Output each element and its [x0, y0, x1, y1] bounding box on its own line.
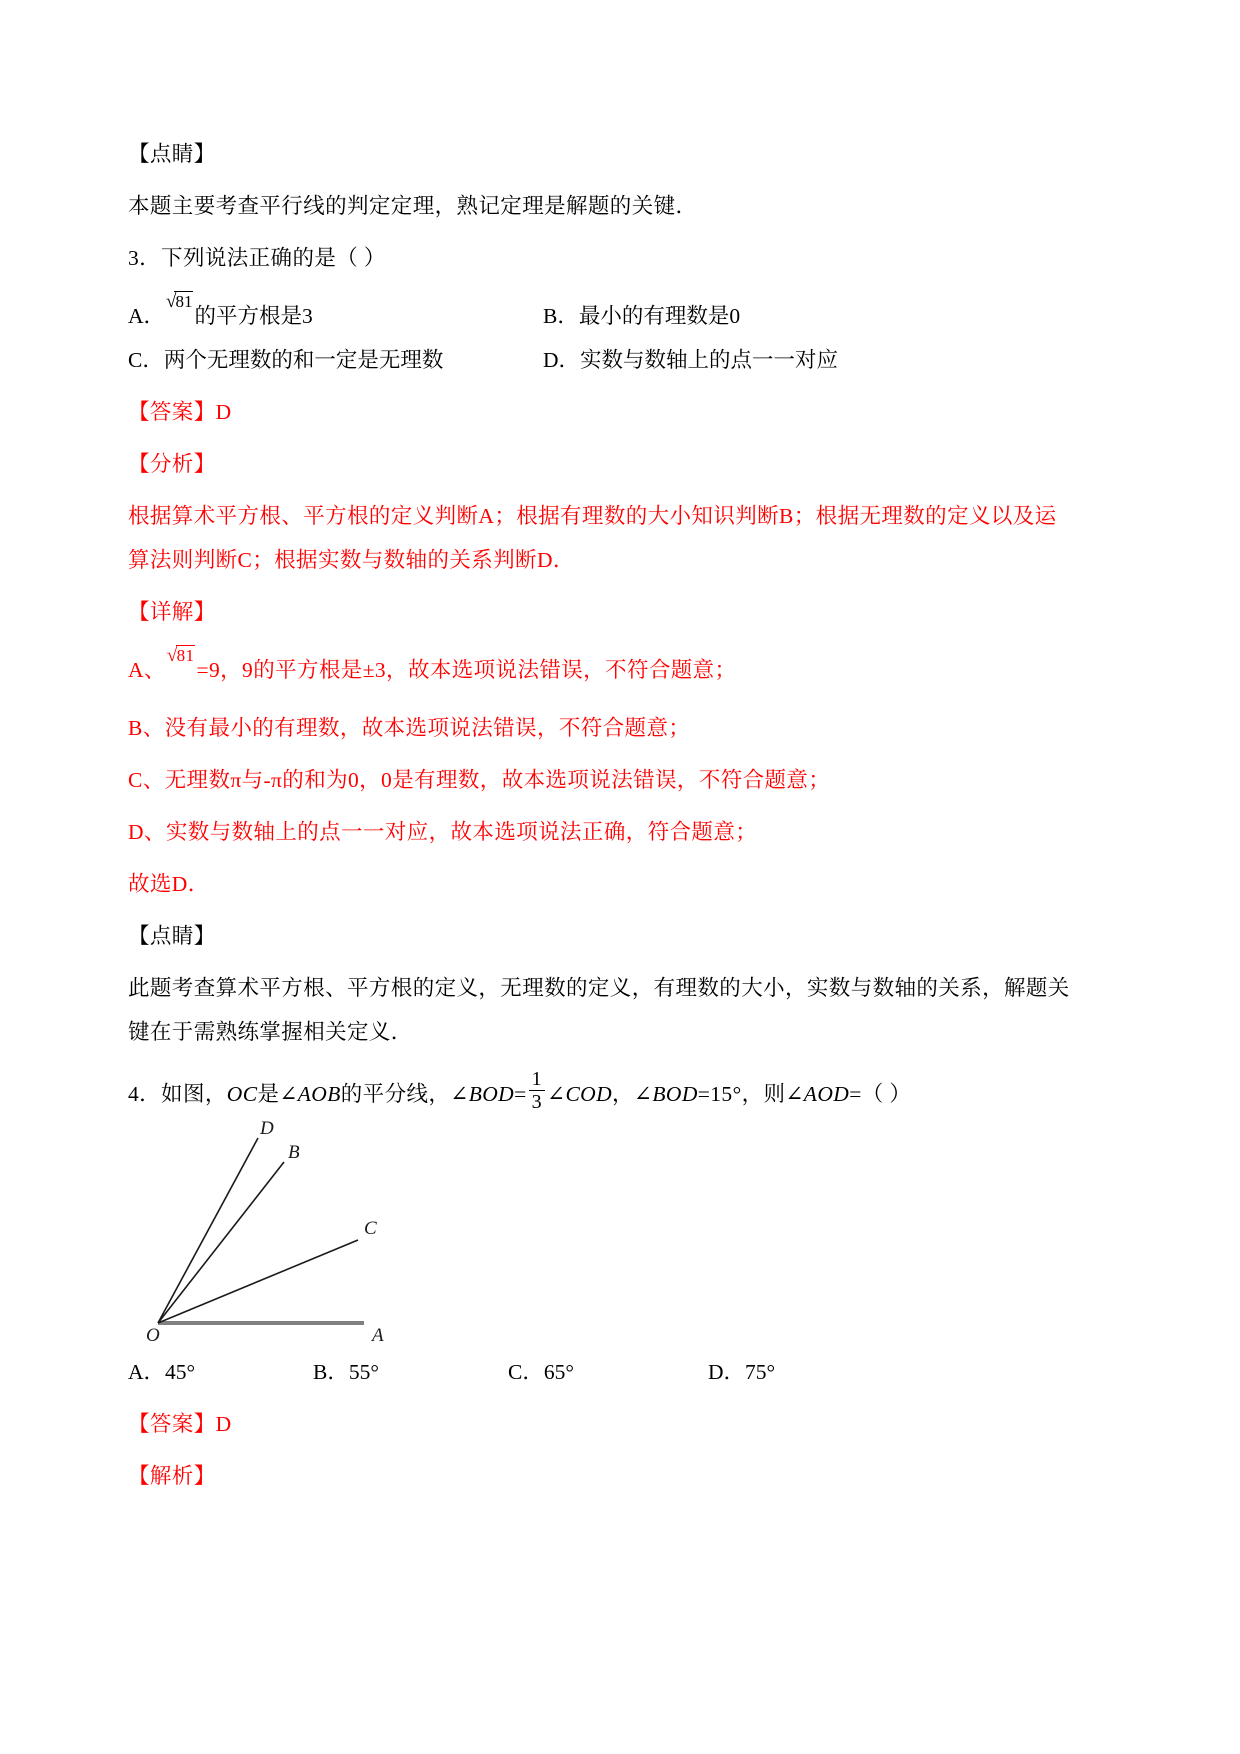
q4-angle-symbol: ∠ — [547, 1082, 566, 1106]
angle-diagram — [136, 1120, 466, 1350]
answer-value: D — [215, 1412, 232, 1436]
question-3-options-row-1 — [128, 291, 1008, 338]
question-4-options-row — [128, 1350, 1008, 1394]
answer-label: 【答案】 — [128, 400, 216, 424]
fraction-numerator: 1 — [529, 1069, 545, 1091]
q2-summary-heading: 【点睛】 — [128, 142, 216, 166]
question-3-analysis-line-2: 算法则判断C；根据实数与数轴的关系判断D． — [128, 548, 575, 572]
q4-ray-oc: OC — [226, 1082, 258, 1106]
q4-stem-part4: ，∠ — [612, 1082, 653, 1106]
question-3-stem: 3．下列说法正确的是（ ） — [128, 246, 386, 270]
option-a-radicand: 81 — [175, 292, 193, 311]
q4-stem-part2: 是∠ — [257, 1082, 298, 1106]
label-a: A — [372, 1325, 384, 1346]
q4-angle-aob: AOB — [297, 1082, 341, 1106]
q4-angle-bod-2: BOD — [652, 1082, 698, 1106]
option-a-text: 的平方根是3 — [194, 304, 313, 328]
question-3-analysis-line-1: 根据算术平方根、平方根的定义判断A；根据有理数的大小知识判断B；根据无理数的定义以及运 — [128, 504, 1057, 528]
ray-ob-line — [158, 1162, 284, 1323]
label-d: D — [260, 1120, 274, 1139]
question-3-options-row-2 — [128, 338, 1008, 382]
question-3-detail-b: B、没有最小的有理数，故本选项说法错误，不符合题意； — [128, 716, 691, 740]
detail-a-radicand: 81 — [176, 646, 195, 665]
option-a-prefix: A． — [128, 304, 166, 328]
question-3-option-d[interactable]: D．实数与数轴上的点一一对应 — [543, 348, 839, 372]
detail-a-prefix: A、 — [128, 658, 166, 682]
label-c: C — [364, 1218, 377, 1239]
detail-a-text: =9，9的平方根是±3，故本选项说法错误，不符合题意； — [196, 658, 737, 682]
question-3-summary-label: 【点睛】 — [128, 924, 216, 948]
question-4-option-a[interactable]: A．45° — [128, 1360, 196, 1384]
question-3-summary-line-2: 键在于需熟练掌握相关定义． — [128, 1020, 413, 1044]
question-4-option-d[interactable]: D．75° — [708, 1360, 776, 1384]
sqrt-icon: √81 — [166, 645, 195, 666]
document-body — [128, 132, 1070, 1498]
question-4-answer — [128, 1402, 1008, 1446]
question-3-detail-c: C、无理数π与-π的和为0，0是有理数，故本选项说法错误，不符合题意； — [128, 768, 831, 792]
fraction-one-third — [529, 1069, 545, 1112]
question-3-option-a[interactable] — [128, 291, 543, 338]
q4-angle-aod: AOD — [803, 1082, 850, 1106]
question-3-detail-a — [128, 645, 1008, 692]
q4-stem-part1: 4．如图， — [128, 1082, 227, 1106]
label-b: B — [288, 1142, 300, 1163]
q4-angle-cod: COD — [565, 1082, 613, 1106]
question-3-detail-d: D、实数与数轴上的点一一对应，故本选项说法正确，符合题意； — [128, 820, 758, 844]
question-4-stem — [128, 1068, 1008, 1120]
label-o: O — [146, 1325, 160, 1346]
sqrt-icon: √81 — [166, 291, 193, 312]
ray-oc-line — [158, 1240, 358, 1323]
question-3-detail-label: 【详解】 — [128, 600, 216, 624]
question-4-explain-label: 【解析】 — [128, 1464, 216, 1488]
q4-stem-part3: 的平分线，∠ — [340, 1082, 469, 1106]
question-3-summary-line-1: 此题考查算术平方根、平方根的定义，无理数的定义，有理数的大小，实数与数轴的关系，解题关 — [128, 976, 1070, 1000]
ray-od-line — [158, 1138, 258, 1323]
q2-summary-body: 本题主要考查平行线的判定定理，熟记定理是解题的关键． — [128, 194, 698, 218]
answer-value: D — [215, 400, 232, 424]
answer-label: 【答案】 — [128, 1412, 216, 1436]
q4-stem-value: =15°，则∠ — [697, 1082, 804, 1106]
question-4-option-b[interactable]: B．55° — [313, 1360, 379, 1384]
question-3-option-b[interactable]: B．最小的有理数是0 — [543, 304, 741, 328]
question-3-answer — [128, 390, 1008, 434]
angle-diagram-svg — [136, 1120, 466, 1350]
question-3-option-c[interactable]: C．两个无理数的和一定是无理数 — [128, 348, 444, 372]
fraction-denominator: 3 — [531, 1091, 543, 1113]
q4-stem-eq: = — [514, 1082, 527, 1106]
question-4-option-c[interactable]: C．65° — [508, 1360, 574, 1384]
q4-stem-part5: =（ ） — [849, 1082, 912, 1106]
q4-angle-bod: BOD — [468, 1082, 515, 1106]
question-3-conclusion: 故选D． — [128, 872, 210, 896]
question-3-analysis-label: 【分析】 — [128, 452, 216, 476]
